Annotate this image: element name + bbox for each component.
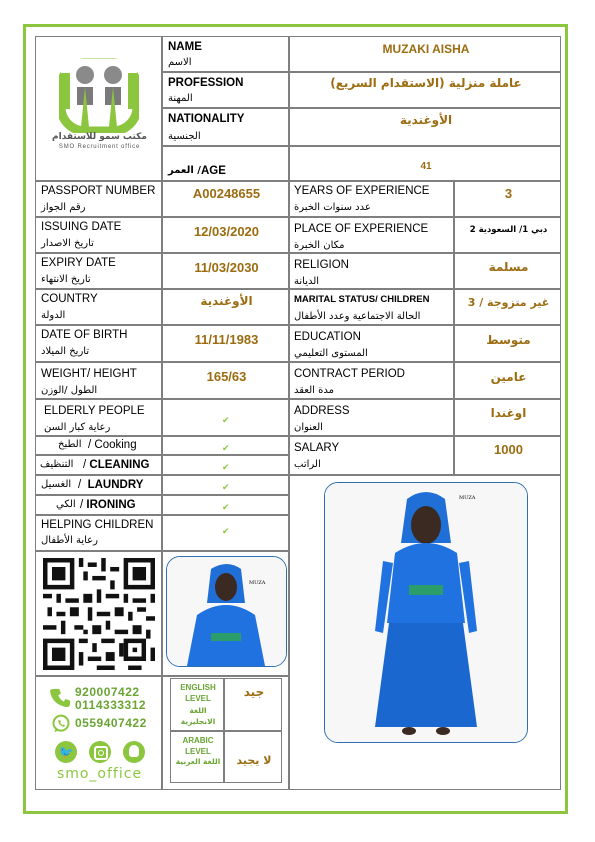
helping-children-check-icon: ✔ [222,526,230,536]
country-label-ar: الدولة [41,310,66,321]
age-label: AGE [201,165,226,177]
nationality-value: الأوغندية [399,113,453,127]
age-value-cell [289,146,561,181]
dob-value-cell [162,325,289,362]
experience-place-value: دبي 1/ السعودية 2 [469,225,548,235]
issuing-value-cell [162,217,289,253]
expiry-label: EXPIRY DATE [41,257,116,269]
passport-label: PASSPORT NUMBER [41,185,156,197]
english-level-value: جيد [243,685,265,699]
name-label: NAME [168,41,202,53]
age-value: 41 [420,161,432,172]
contract-label-cell [289,362,454,399]
whatsapp-icon [51,714,71,734]
dob-label-ar: تاريخ الميلاد [41,346,90,357]
cleaning-label-ar: التنظيف [40,459,74,470]
religion-label-ar: الديانة [294,276,320,287]
phone-number-1: 920007422 [75,685,140,699]
nationality-label: NATIONALITY [168,113,245,125]
cleaning-value-cell [162,455,289,475]
address-value: اوغندا [490,406,527,420]
instagram-icon[interactable] [89,741,111,763]
worker-full-photo [325,483,527,742]
expiry-value-cell [162,253,289,289]
name-label-ar: الاسم [168,57,192,68]
cooking-check-icon: ✔ [222,443,230,453]
nationality-value-cell [289,108,561,146]
country-label-cell [35,289,162,325]
arabic-level-label-cell [170,731,224,783]
experience-place-label-cell [289,217,454,253]
cooking-label-cell: الطبخ / Cooking [35,436,162,455]
marital-label: MARITAL STATUS/ CHILDREN [294,294,430,305]
education-value: متوسط [486,333,531,347]
helping-children-label-ar: رعاية الأطفال [41,535,98,546]
phone-icon [50,687,72,709]
helping-children-label-cell [35,515,162,551]
religion-value-cell [454,253,561,289]
issuing-label-ar: تاريخ الاصدار [41,238,94,249]
contract-label: CONTRACT PERIOD [294,368,405,380]
english-level-label-cell [170,678,224,731]
expiry-value: 11/03/2030 [194,260,259,275]
profession-label: PROFESSION [168,77,244,89]
english-level-label: ENGLISH LEVEL [180,683,216,703]
ironing-label-cell: الكي / IRONING [35,495,162,515]
education-label-ar: المستوى التعليمي [294,348,368,359]
ironing-label-ar: الكي [56,499,76,510]
smo-logo-icon [59,53,139,133]
experience-years-value: 3 [504,186,513,201]
salary-label: SALARY [294,442,340,454]
experience-place-label-ar: مكان الخبرة [294,240,345,251]
elderly-check-icon: ✔ [222,415,230,425]
passport-value: A00248655 [192,186,261,201]
arabic-level-value: لا يجيد [236,754,272,767]
marital-label-ar: الحالة الاجتماعية وعدد الأطفال [294,311,421,322]
laundry-label: LAUNDRY [87,479,144,491]
experience-years-label: YEARS OF EXPERIENCE [294,185,430,197]
laundry-label-cell: الغسيل / LAUNDRY [35,475,162,495]
religion-label-cell [289,253,454,289]
marital-value-cell [454,289,561,325]
laundry-check-icon: ✔ [222,482,230,492]
weight-value: 165/63 [206,369,247,384]
contract-value: عامين [490,370,527,384]
religion-label: RELIGION [294,259,349,271]
elderly-label: ELDERLY PEOPLE [44,405,145,417]
address-value-cell [454,399,561,436]
salary-label-ar: الراتب [294,459,321,470]
portrait-photo-tag: MUZA [249,580,266,586]
passport-label-cell [35,181,162,217]
name-value-cell [289,36,561,72]
nationality-label-cell [162,108,289,146]
elderly-value-cell [162,399,289,436]
dob-value: 11/11/1983 [194,332,259,347]
logo-english: SMO Recruitment office [58,144,141,150]
social-handle: smo_office [56,766,143,782]
name-label-cell [162,36,289,72]
marital-value: غير متزوجة / 3 [467,296,550,309]
elderly-label-ar: رعاية كبار السن [44,422,111,433]
arabic-level-label-ar: اللغة العربية [175,757,221,766]
experience-place-value-cell [454,217,561,253]
experience-years-label-cell [289,181,454,217]
expiry-label-ar: تاريخ الانتهاء [41,274,91,285]
ironing-value-cell [162,495,289,515]
contact-cell [35,676,162,790]
weight-label-cell [35,362,162,399]
ironing-check-icon: ✔ [222,502,230,512]
experience-place-label: PLACE OF EXPERIENCE [294,223,429,235]
address-label-cell [289,399,454,436]
contract-value-cell [454,362,561,399]
expiry-label-cell [35,253,162,289]
full-photo [324,482,528,743]
country-value-cell [162,289,289,325]
experience-years-label-ar: عدد سنوات الخبرة [294,202,371,213]
logo-arabic: مكتب سمو للاستقدام [52,132,147,142]
qr-code-icon [43,558,155,670]
education-label-cell [289,325,454,362]
laundry-value-cell [162,475,289,495]
weight-label-ar: الطول /الوزن [41,385,98,396]
name-value: MUZAKI AISHA [382,42,470,56]
country-value: الأوغندية [200,294,253,308]
salary-value: 1000 [494,442,523,457]
cleaning-check-icon: ✔ [222,462,230,472]
country-label: COUNTRY [41,293,98,305]
weight-label: WEIGHT/ HEIGHT [41,368,137,380]
qr-cell [35,551,162,676]
address-label-ar: العنوان [294,422,323,433]
worker-portrait-photo [167,557,286,666]
education-value-cell [454,325,561,362]
laundry-label-ar: الغسيل [41,479,72,490]
whatsapp-number: 0559407422 [75,716,147,730]
ironing-label: IRONING [86,499,136,511]
photo-tag: MUZA [459,495,476,501]
cooking-value-cell [162,436,289,455]
elderly-label-cell [35,399,162,436]
religion-value: مسلمة [488,260,529,274]
passport-value-cell [162,181,289,217]
arabic-level-value-cell [224,731,282,783]
cooking-label-ar: الطبخ [58,439,82,450]
salary-value-cell [454,436,561,475]
dob-label: DATE OF BIRTH [41,329,128,341]
weight-value-cell [162,362,289,399]
logo-cell [35,36,162,181]
cooking-label: Cooking [94,439,137,451]
profession-value: عاملة منزلية (الاستقدام السريع) [330,76,522,90]
profession-value-cell [289,72,561,108]
phone-number-2: 0114333312 [75,698,147,712]
snapchat-icon[interactable] [123,741,145,763]
cleaning-label-cell: التنظيف / CLEANING [35,455,162,475]
age-label-cell [162,146,289,181]
arabic-level-label: ARABIC LEVEL [182,736,214,756]
issuing-value: 12/03/2020 [193,224,260,239]
marital-label-cell [289,289,454,325]
profession-label-cell [162,72,289,108]
twitter-icon[interactable]: 🐦 [55,741,77,763]
english-level-label-ar: اللغة الانجليزية [180,706,216,726]
english-level-value-cell [224,678,282,731]
age-label-ar: العمر / [168,165,201,176]
passport-label-ar: رقم الجواز [41,202,86,213]
cleaning-label: CLEANING [89,459,150,471]
portrait-photo [166,556,287,667]
profession-label-ar: المهنة [168,93,193,104]
address-label: ADDRESS [294,405,350,417]
education-label: EDUCATION [294,331,361,343]
helping-children-value-cell [162,515,289,551]
nationality-label-ar: الجنسية [168,131,201,142]
salary-label-cell [289,436,454,475]
dob-label-cell [35,325,162,362]
contract-label-ar: مدة العقد [294,385,334,396]
experience-years-value-cell [454,181,561,217]
cv-sheet [35,36,561,790]
helping-children-label: HELPING CHILDREN [41,519,154,531]
issuing-label: ISSUING DATE [41,221,122,233]
issuing-label-cell [35,217,162,253]
